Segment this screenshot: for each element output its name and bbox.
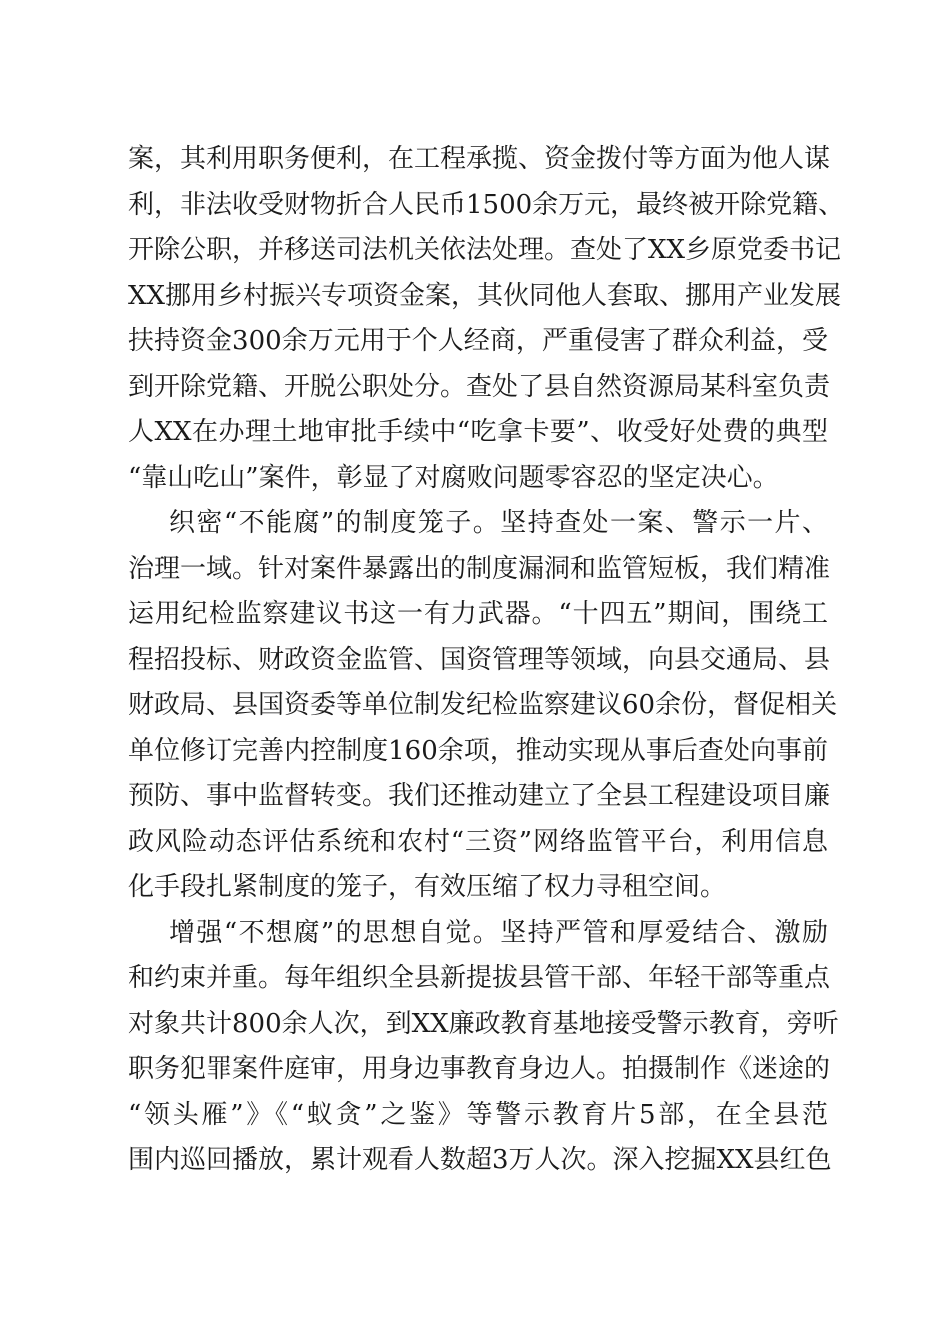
text-line: 围内巡回播放，累计观看人数超3万人次。深入挖掘XX县红色	[128, 1145, 832, 1175]
text-line: 利，非法收受财物折合人民币1500余万元，最终被开除党籍、	[128, 189, 845, 220]
text-line: 程招投标、财政资金监管、国资管理等领域，向县交通局、县	[128, 644, 831, 675]
text-line: 案，其利用职务便利，在工程承揽、资金拨付等方面为他人谋	[128, 144, 831, 174]
text-line: 人XX在办理土地审批手续中“吃拿卡要”、收受好处费的典型	[128, 417, 828, 447]
text-line: 单位修订完善内控制度160余项，推动实现从事后查处向事前	[128, 735, 828, 766]
text-line: 开除公职，并移送司法机关依法处理。查处了XX乡原党委书记	[128, 235, 842, 265]
paragraph-heading-line: 织密“不能腐”的制度笼子。坚持查处一案、警示一片、	[169, 508, 828, 538]
text-line: 到开除党籍、开脱公职处分。查处了县自然资源局某科室负责	[128, 371, 831, 402]
paragraph-heading-line: 增强“不想腐”的思想自觉。坚持严管和厚爱结合、激励	[169, 917, 828, 948]
body-text	[128, 137, 845, 1184]
text-line: 运用纪检监察建议书这一有力武器。“十四五”期间，围绕工	[128, 599, 828, 629]
text-line: 化手段扎紧制度的笼子，有效压缩了权力寻租空间。	[128, 872, 727, 902]
text-line: 和约束并重。每年组织全县新提拔县管干部、年轻干部等重点	[128, 963, 831, 993]
text-line: “领头雁”》《“蚁贪”之鉴》等警示教育片5部，在全县范	[128, 1099, 828, 1130]
text-line: 财政局、县国资委等单位制发纪检监察建议60余份，督促相关	[128, 690, 838, 720]
text-line: 政风险动态评估系统和农村“三资”网络监管平台，利用信息	[128, 826, 828, 857]
text-line: 职务犯罪案件庭审，用身边事教育身边人。拍摄制作《迷途的	[128, 1054, 831, 1084]
text-line: XX挪用乡村振兴专项资金案，其伙同他人套取、挪用产业发展	[128, 280, 842, 311]
text-line: 治理一域。针对案件暴露出的制度漏洞和监管短板，我们精准	[128, 553, 831, 584]
text-line: “靠山吃山”案件，彰显了对腐败问题零容忍的坚定决心。	[128, 462, 779, 493]
text-line: 扶持资金300余万元用于个人经商，严重侵害了群众利益，受	[128, 326, 828, 356]
text-line: 预防、事中监督转变。我们还推动建立了全县工程建设项目廉	[128, 781, 831, 811]
text-line: 对象共计800余人次，到XX廉政教育基地接受警示教育，旁听	[128, 1008, 839, 1039]
